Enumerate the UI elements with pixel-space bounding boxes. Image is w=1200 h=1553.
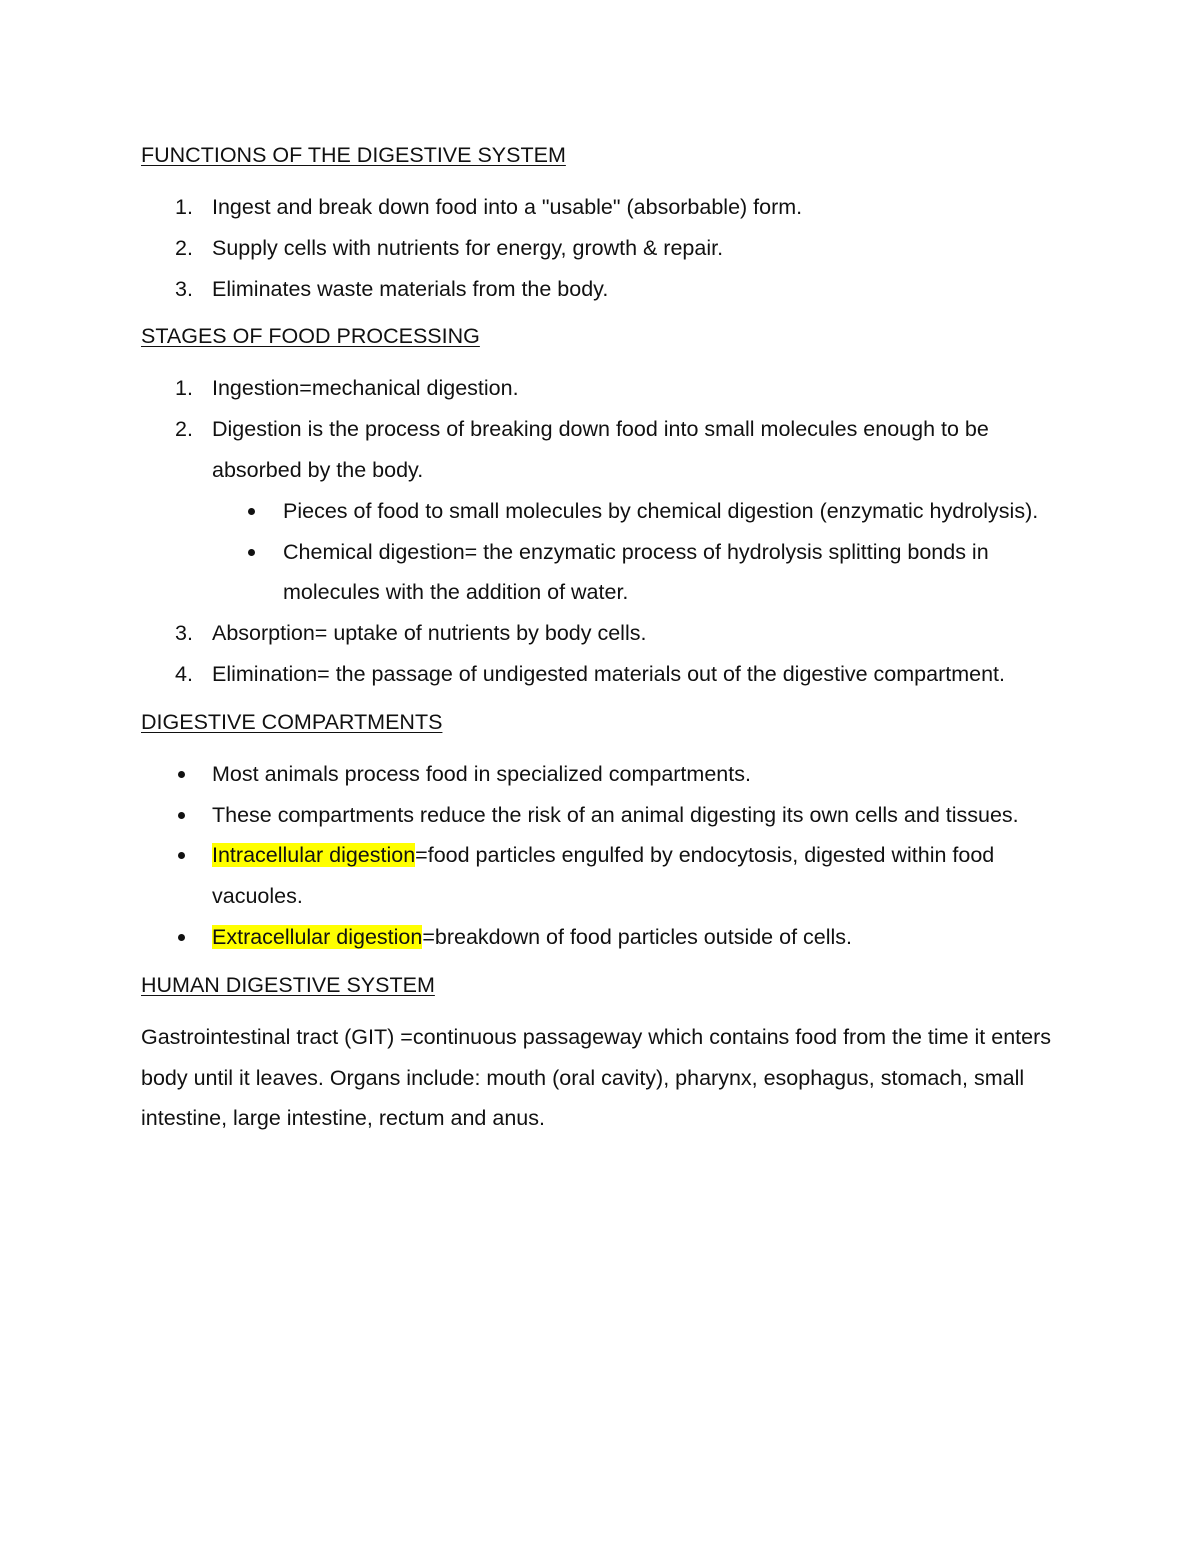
- section-stages: [141, 321, 1071, 694]
- list-item-text: Supply cells with nutrients for energy, growth & repair.: [212, 235, 724, 260]
- list-item: [141, 917, 1071, 958]
- section-compartments: [141, 707, 1071, 958]
- sublist-item-text: Pieces of food to small molecules by chemical digestion (enzymatic hydrolysis).: [283, 498, 1039, 523]
- section-heading: FUNCTIONS OF THE DIGESTIVE SYSTEM: [141, 143, 566, 167]
- bullet-list: [141, 754, 1071, 958]
- numbered-list: [141, 187, 1071, 309]
- list-item: [141, 409, 1071, 613]
- list-number: 1.: [175, 195, 193, 219]
- list-item: [141, 228, 1071, 269]
- body-paragraph: Gastrointestinal tract (GIT) =continuous passageway which contains food from the time it enters body until it leaves. Organs include: mouth (oral cavity), pharynx, esophagus, stomach, small intestine, large intestine, rectum and anus.: [141, 1024, 1051, 1131]
- list-number: 3.: [175, 621, 193, 646]
- list-item-text: Elimination= the passage of undigested materials out of the digestive compartment.: [212, 661, 1005, 686]
- list-number: 2.: [175, 235, 193, 260]
- list-item: [141, 613, 1071, 654]
- sublist-item: [212, 532, 1071, 614]
- bullet-icon: [178, 852, 185, 859]
- list-number: 1.: [175, 376, 193, 401]
- list-item: [141, 368, 1071, 409]
- bullet-icon: [248, 549, 255, 556]
- list-number: 4.: [175, 661, 193, 686]
- sublist-item: [212, 491, 1071, 532]
- bullet-icon: [178, 771, 185, 778]
- section-heading: DIGESTIVE COMPARTMENTS: [141, 709, 443, 734]
- list-item: [141, 754, 1071, 795]
- list-item-text: Ingestion=mechanical digestion.: [212, 376, 519, 401]
- section-functions: [141, 140, 1071, 309]
- numbered-list: [141, 368, 1071, 694]
- list-number: 3.: [175, 276, 193, 301]
- section-heading: HUMAN DIGESTIVE SYSTEM: [141, 972, 435, 997]
- section-human-system: [141, 970, 1071, 1139]
- section-heading: STAGES OF FOOD PROCESSING: [141, 324, 480, 349]
- list-item: [141, 654, 1071, 695]
- list-item-text: Most animals process food in specialized compartments.: [212, 761, 751, 786]
- list-number: 2.: [175, 417, 193, 442]
- highlighted-term: Extracellular digestion: [212, 924, 423, 949]
- sublist-item-text: Chemical digestion= the enzymatic process of hydrolysis splitting bonds in molecules with the addition of water.: [283, 539, 989, 605]
- list-item-text: Absorption= uptake of nutrients by body cells.: [212, 621, 647, 646]
- bullet-icon: [178, 934, 185, 941]
- list-item-text: Ingest and break down food into a "usable" (absorbable) form.: [212, 195, 803, 219]
- bullet-sublist: [212, 491, 1071, 613]
- list-item-text: Eliminates waste materials from the body.: [212, 276, 609, 301]
- highlighted-term: Intracellular digestion: [212, 843, 416, 868]
- list-item-text: =breakdown of food particles outside of cells.: [422, 924, 852, 949]
- list-item: [141, 187, 1071, 228]
- list-item-text: Digestion is the process of breaking down food into small molecules enough to be absorbed by the body.: [212, 417, 989, 482]
- list-item: [141, 269, 1071, 310]
- document-content: [141, 140, 1071, 1139]
- bullet-icon: [178, 812, 185, 819]
- bullet-icon: [248, 508, 255, 515]
- list-item-text: =food particles engulfed by endocytosis, digested within food vacuoles.: [212, 843, 995, 909]
- list-item: [141, 835, 1071, 917]
- list-item-text: These compartments reduce the risk of an animal digesting its own cells and tissues.: [212, 802, 1019, 827]
- list-item: [141, 795, 1071, 836]
